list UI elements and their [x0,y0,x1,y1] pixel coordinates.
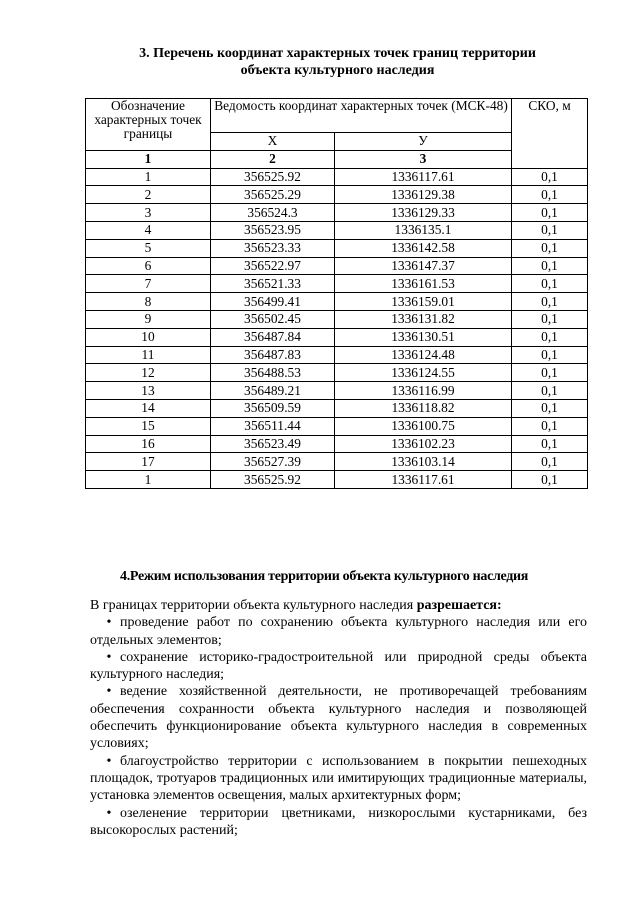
cell-x: 356499.41 [211,293,335,311]
cell-x: 356525.92 [211,168,335,186]
cell-point: 9 [86,310,211,328]
list-item-text: благоустройство территории с использованием в покрытии пешеходных площадок, тротуаров традиционных или имитирующих традиционные материалы, установка элементов освещения, малых архитектурных форм; [90,753,587,804]
cell-point: 15 [86,417,211,435]
cell-point: 10 [86,328,211,346]
cell-x: 356509.59 [211,399,335,417]
cell-sko: 0,1 [512,382,588,400]
cell-point: 14 [86,399,211,417]
table-row [86,168,588,186]
bullet-icon: • [106,684,112,700]
list-item-text: проведение работ по сохранению объекта культурного наследия или его отдельных элементов; [90,615,587,648]
cell-x: 356523.33 [211,239,335,257]
section-3-title-line2: объекта культурного наследия [240,63,435,78]
cell-y: 1336124.48 [335,346,512,364]
cell-y: 1336135.1 [335,221,512,239]
table-row [86,293,588,311]
cell-sko: 0,1 [512,453,588,471]
section-4-title: 4.Режим использования территории объекта культурного наследия [120,569,529,584]
table-row [86,435,588,453]
cell-sko: 0,1 [512,417,588,435]
cell-x: 356511.44 [211,417,335,435]
table-row [86,257,588,275]
table-row [86,471,588,489]
cell-point: 16 [86,435,211,453]
cell-sko: 0,1 [512,471,588,489]
cell-y: 1336117.61 [335,168,512,186]
section-4-body [90,597,587,839]
table-row [86,221,588,239]
table-row [86,239,588,257]
cell-sko: 0,1 [512,435,588,453]
column-number-1: 1 [86,150,211,168]
cell-point: 2 [86,186,211,204]
cell-point: 12 [86,364,211,382]
cell-x: 356525.29 [211,186,335,204]
bullet-icon: • [106,753,112,769]
table-row [86,328,588,346]
cell-x: 356527.39 [211,453,335,471]
cell-sko: 0,1 [512,221,588,239]
cell-sko: 0,1 [512,168,588,186]
header-x: Х [211,133,335,151]
column-number-2: 2 [211,150,335,168]
table-row [86,346,588,364]
cell-sko: 0,1 [512,346,588,364]
cell-y: 1336103.14 [335,453,512,471]
cell-sko: 0,1 [512,204,588,222]
cell-point: 1 [86,168,211,186]
cell-sko: 0,1 [512,275,588,293]
cell-x: 356523.49 [211,435,335,453]
cell-y: 1336124.55 [335,364,512,382]
cell-sko: 0,1 [512,399,588,417]
list-item [90,805,587,840]
cell-x: 356487.83 [211,346,335,364]
table-row [86,453,588,471]
cell-y: 1336142.58 [335,239,512,257]
table-row [86,399,588,417]
cell-point: 4 [86,221,211,239]
cell-y: 1336147.37 [335,257,512,275]
intro-paragraph [90,597,587,614]
cell-x: 356521.33 [211,275,335,293]
cell-x: 356502.45 [211,310,335,328]
bullet-list [90,614,587,839]
cell-sko: 0,1 [512,257,588,275]
bullet-icon: • [106,649,112,665]
list-item [90,753,587,805]
table-row [86,364,588,382]
list-item [90,614,587,649]
cell-point: 11 [86,346,211,364]
list-item-text: озеленение территории цветниками, низкорослыми кустарниками, без высокорослых растений; [90,805,587,838]
cell-y: 1336116.99 [335,382,512,400]
header-coordinates: Ведомость координат характерных точек (МСК-48) [211,99,512,133]
intro-bold: разрешается: [416,598,502,613]
cell-point: 13 [86,382,211,400]
table-row [86,382,588,400]
cell-y: 1336161.53 [335,275,512,293]
cell-sko: 0,1 [512,293,588,311]
cell-sko: 0,1 [512,239,588,257]
cell-x: 356524.3 [211,204,335,222]
cell-y: 1336129.33 [335,204,512,222]
cell-y: 1336129.38 [335,186,512,204]
cell-y: 1336131.82 [335,310,512,328]
table-row [86,275,588,293]
cell-sko: 0,1 [512,364,588,382]
cell-point: 17 [86,453,211,471]
table-row [86,417,588,435]
table-row [86,204,588,222]
cell-y: 1336130.51 [335,328,512,346]
cell-point: 3 [86,204,211,222]
section-3-title [100,45,575,79]
bullet-icon: • [106,805,112,821]
table-row [86,310,588,328]
list-item [90,649,587,684]
list-item [90,683,587,752]
cell-y: 1336102.23 [335,435,512,453]
cell-sko: 0,1 [512,186,588,204]
cell-y: 1336159.01 [335,293,512,311]
cell-y: 1336118.82 [335,399,512,417]
header-y: У [335,133,512,151]
cell-point: 7 [86,275,211,293]
cell-x: 356525.92 [211,471,335,489]
cell-point: 1 [86,471,211,489]
section-3-title-line1: 3. Перечень координат характерных точек границ территории [139,46,536,61]
cell-point: 8 [86,293,211,311]
cell-sko: 0,1 [512,310,588,328]
cell-x: 356522.97 [211,257,335,275]
list-item-text: сохранение историко-градостроительной или природной среды объекта культурного наследия; [90,649,587,683]
header-point-designation: Обозначение характерных точек границы [86,99,211,151]
intro-text: В границах территории объекта культурного наследия [90,598,417,613]
cell-point: 5 [86,239,211,257]
cell-x: 356488.53 [211,364,335,382]
column-number-3: 3 [335,150,512,168]
cell-x: 356523.95 [211,221,335,239]
bullet-icon: • [106,615,112,631]
table-row [86,186,588,204]
cell-x: 356487.84 [211,328,335,346]
cell-y: 1336100.75 [335,417,512,435]
cell-x: 356489.21 [211,382,335,400]
coordinates-table [85,98,588,489]
cell-sko: 0,1 [512,328,588,346]
list-item-text: ведение хозяйственной деятельности, не противоречащей требованиям обеспечения сохранности объекта культурного наследия и позволяющей обеспечить функционирование объекта культурного наследия в современных условиях; [90,684,587,752]
cell-point: 6 [86,257,211,275]
cell-y: 1336117.61 [335,471,512,489]
header-sko: СКО, м [512,99,588,169]
